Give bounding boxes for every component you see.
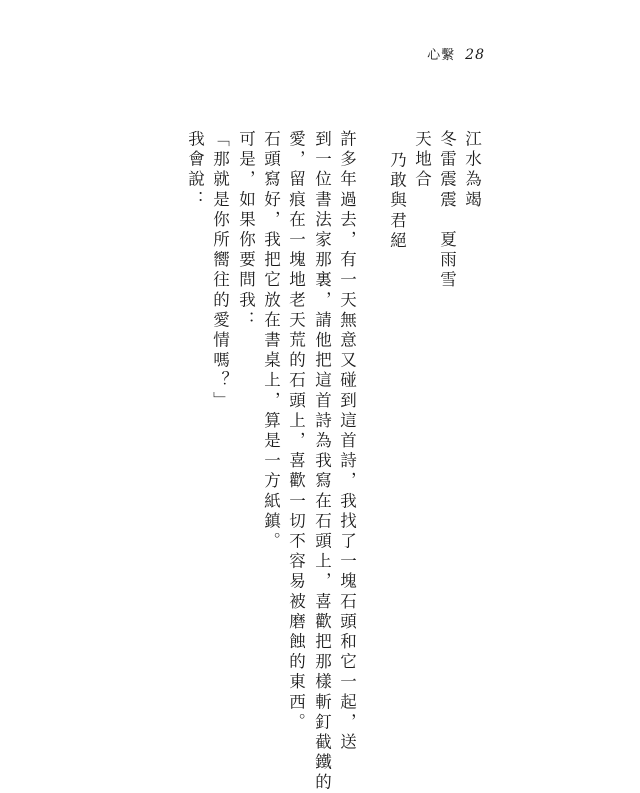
chapter-title: 心繫 <box>427 48 456 63</box>
poem-line-2: 冬雷震震 夏雨雪 <box>437 130 457 291</box>
poem-line-1: 江水為竭 <box>462 130 482 211</box>
prose-line-5: 可是，如果你要問我： <box>236 130 256 331</box>
page-number: 28 <box>465 47 485 63</box>
prose-line-7: 我會說： <box>185 130 205 211</box>
prose-line-1: 許多年過去，有一天無意又碰到這首詩，我找了一塊石頭和它一起，送 <box>337 130 357 754</box>
running-header <box>427 44 485 63</box>
prose-line-4: 石頭寫好，我把它放在書桌上，算是一方紙鎮。 <box>261 130 281 553</box>
poem-line-3: 天地合 <box>412 130 432 191</box>
prose-line-6: 「那就是你所嚮往的愛情嗎？」 <box>210 130 230 412</box>
prose-line-2: 到一位書法家那裏，請他把這首詩為我寫在石頭上，喜歡把那樣斬釘截鐵的 <box>312 130 332 793</box>
prose-line-3: 愛，留痕在一塊地老天荒的石頭上，喜歡一切不容易被磨蝕的東西。 <box>286 130 306 733</box>
poem-line-4: 乃敢與君絕 <box>387 151 407 252</box>
